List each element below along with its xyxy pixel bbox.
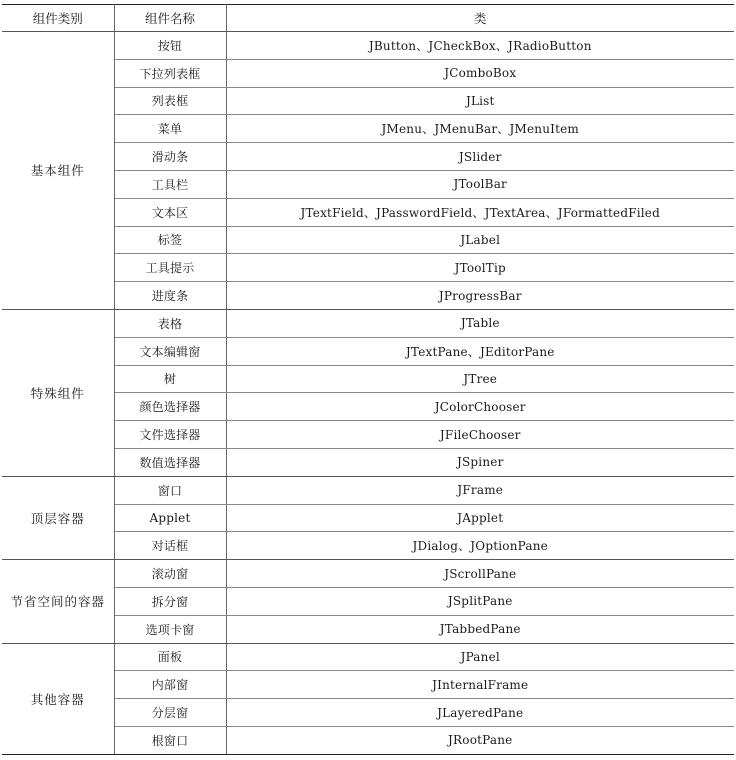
component-name-cell: 数值选择器 (114, 448, 226, 476)
class-cell: JSlider (226, 143, 734, 171)
class-cell: JFrame (226, 476, 734, 504)
component-name-cell: 内部窗 (114, 671, 226, 699)
component-name-cell: 滑动条 (114, 143, 226, 171)
class-cell: JFileChooser (226, 421, 734, 449)
class-cell: JProgressBar (226, 282, 734, 310)
component-name-cell: 根窗口 (114, 726, 226, 754)
class-cell: JColorChooser (226, 393, 734, 421)
component-table-container (2, 4, 734, 755)
component-name-cell: 菜单 (114, 115, 226, 143)
class-cell: JToolBar (226, 170, 734, 198)
class-cell: JSpiner (226, 448, 734, 476)
component-name-cell: 拆分窗 (114, 587, 226, 615)
category-cell: 顶层容器 (2, 476, 114, 559)
component-name-cell: 面板 (114, 643, 226, 671)
component-name-cell: 滚动窗 (114, 560, 226, 588)
header-row (2, 5, 734, 32)
class-cell: JInternalFrame (226, 671, 734, 699)
category-cell: 节省空间的容器 (2, 560, 114, 643)
header-component-name: 组件名称 (114, 5, 226, 32)
component-name-cell: 标签 (114, 226, 226, 254)
table-row (2, 643, 734, 671)
component-name-cell: 对话框 (114, 532, 226, 560)
table-row (2, 476, 734, 504)
component-name-cell: 按钮 (114, 32, 226, 60)
component-name-cell: 工具提示 (114, 254, 226, 282)
table-row (2, 32, 734, 60)
class-cell: JLabel (226, 226, 734, 254)
class-cell: JTable (226, 309, 734, 337)
component-name-cell: 窗口 (114, 476, 226, 504)
component-name-cell: 工具栏 (114, 170, 226, 198)
class-cell: JToolTip (226, 254, 734, 282)
class-cell: JTextPane、JEditorPane (226, 337, 734, 365)
table-row (2, 309, 734, 337)
header-class: 类 (226, 5, 734, 32)
class-cell: JTextField、JPasswordField、JTextArea、JFormattedFiled (226, 198, 734, 226)
class-cell: JScrollPane (226, 560, 734, 588)
class-cell: JMenu、JMenuBar、JMenuItem (226, 115, 734, 143)
category-cell: 其他容器 (2, 643, 114, 754)
class-cell: JSplitPane (226, 587, 734, 615)
class-cell: JComboBox (226, 59, 734, 87)
component-name-cell: 颜色选择器 (114, 393, 226, 421)
class-cell: JTree (226, 365, 734, 393)
component-name-cell: 分层窗 (114, 699, 226, 727)
class-cell: JPanel (226, 643, 734, 671)
component-name-cell: 下拉列表框 (114, 59, 226, 87)
header-category: 组件类别 (2, 5, 114, 32)
swing-components-table (2, 4, 734, 755)
component-name-cell: 列表框 (114, 87, 226, 115)
category-cell: 基本组件 (2, 32, 114, 310)
table-row (2, 560, 734, 588)
class-cell: JRootPane (226, 726, 734, 754)
table-header (2, 5, 734, 32)
component-name-cell: 文件选择器 (114, 421, 226, 449)
class-cell: JTabbedPane (226, 615, 734, 643)
class-cell: JLayeredPane (226, 699, 734, 727)
category-cell: 特殊组件 (2, 309, 114, 476)
component-name-cell: 文本编辑窗 (114, 337, 226, 365)
component-name-cell: 文本区 (114, 198, 226, 226)
component-name-cell: 进度条 (114, 282, 226, 310)
class-cell: JApplet (226, 504, 734, 532)
table-body (2, 32, 734, 755)
component-name-cell: 树 (114, 365, 226, 393)
component-name-cell: 表格 (114, 309, 226, 337)
class-cell: JDialog、JOptionPane (226, 532, 734, 560)
class-cell: JList (226, 87, 734, 115)
component-name-cell: 选项卡窗 (114, 615, 226, 643)
class-cell: JButton、JCheckBox、JRadioButton (226, 32, 734, 60)
component-name-cell: Applet (114, 504, 226, 532)
